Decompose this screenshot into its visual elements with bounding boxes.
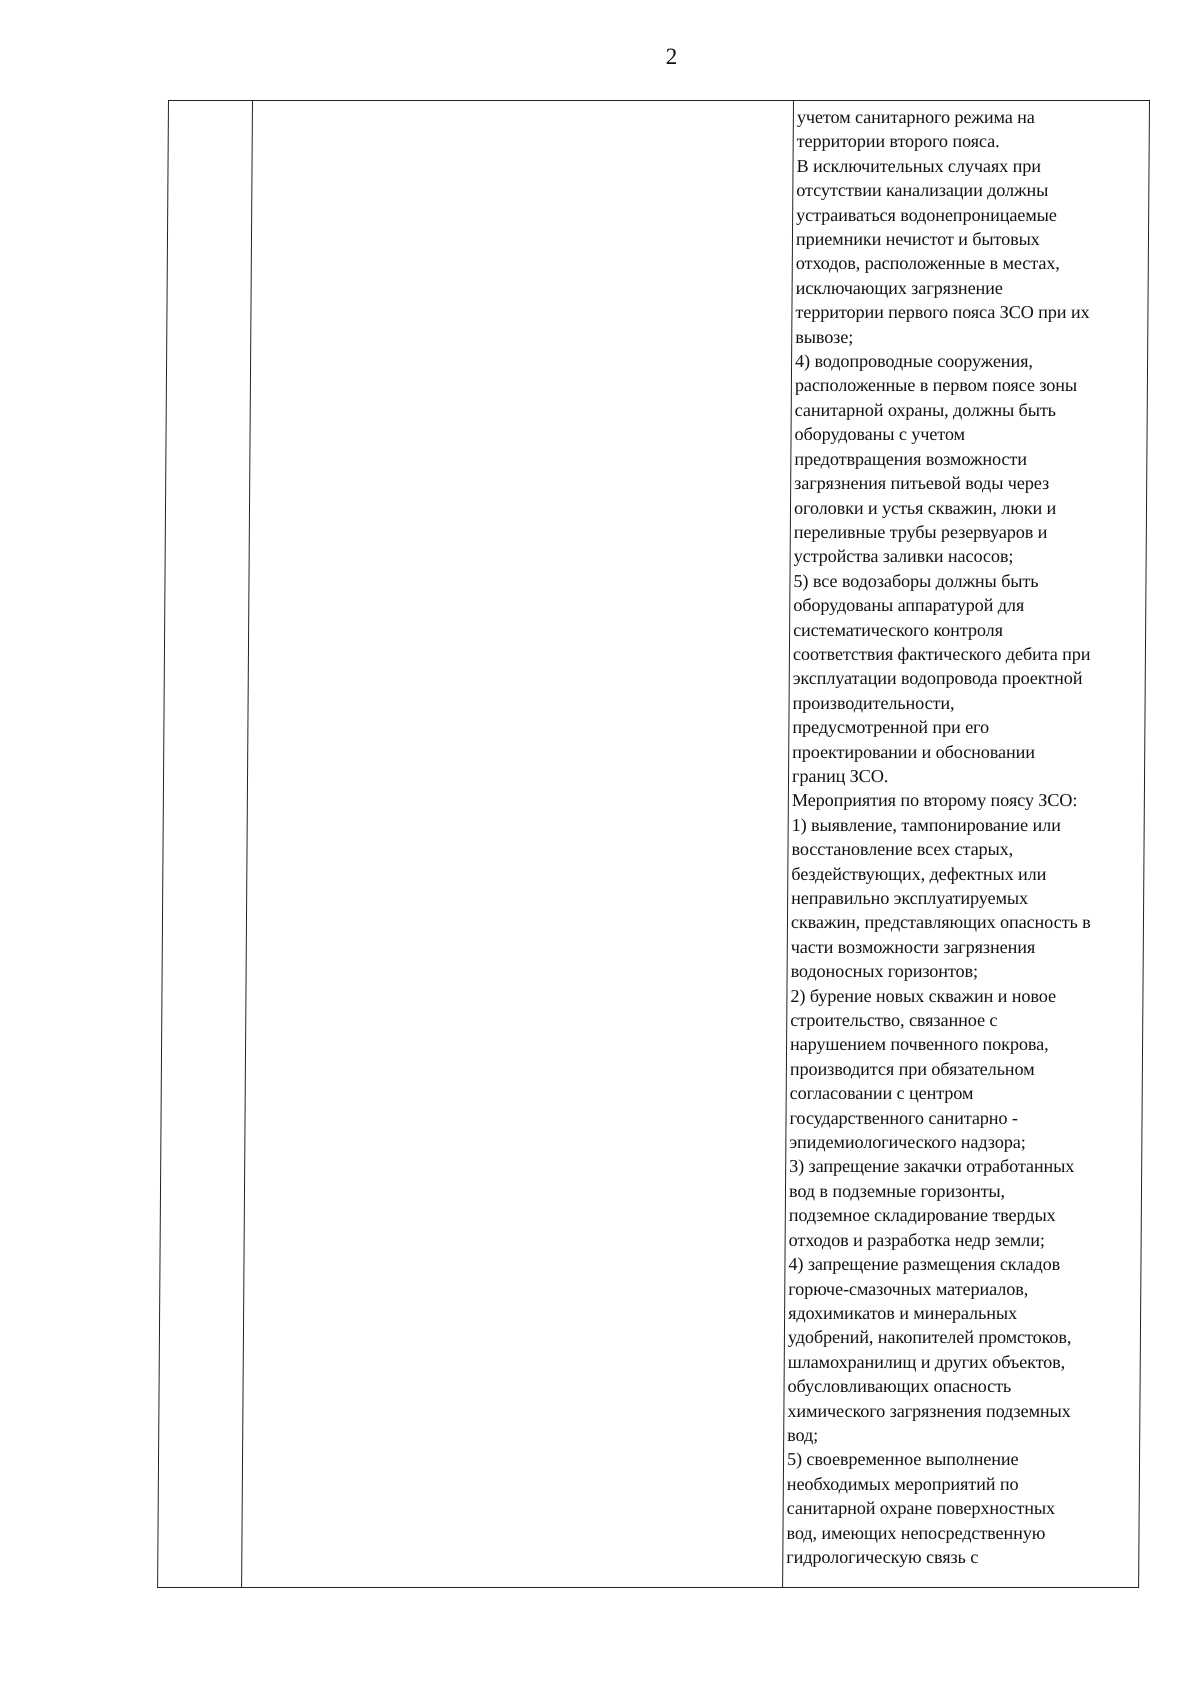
text-line: 1) выявление, тампонирование или (791, 814, 1061, 835)
page-number: 2 (665, 44, 678, 69)
text-line: вод; (787, 1424, 819, 1445)
text-line: отходов и разработка недр земли; (788, 1229, 1045, 1250)
text-line: устраиваться водонепроницаемые (796, 204, 1057, 225)
text-line: подземное складирование твердых (788, 1205, 1056, 1226)
text-line: водоносных горизонтов; (790, 961, 979, 982)
text-line: строительство, связанное с (790, 1010, 998, 1031)
text-line: эксплуатации водопровода проектной (792, 668, 1083, 689)
text-line: отходов, расположенные в местах, (795, 253, 1060, 274)
text-line: 3) запрещение закачки отработанных (789, 1156, 1075, 1177)
text-line: государственного санитарно - (789, 1107, 1018, 1128)
text-line: систематического контроля (793, 619, 1003, 640)
text-line: оборудованы аппаратурой для (793, 595, 1025, 616)
column-divider-1 (241, 101, 253, 1587)
text-line: 2) бурение новых скважин и новое (790, 985, 1057, 1006)
text-line: вывозе; (795, 326, 854, 347)
text-line: 5) своевременное выполнение (786, 1449, 1019, 1470)
text-line: территории первого пояса ЗСО при их (795, 302, 1090, 323)
text-line: вод, имеющих непосредственную (786, 1522, 1046, 1543)
text-line: вод в подземные горизонты, (788, 1180, 1006, 1201)
text-line: нарушением почвенного покрова, (790, 1034, 1049, 1055)
text-line: 4) запрещение размещения складов (788, 1254, 1061, 1275)
text-line: производится при обязательном (789, 1058, 1035, 1079)
text-line: 5) все водозаборы должны быть (793, 570, 1039, 591)
document-table (157, 100, 1150, 1588)
text-line: шламохранилищ и других объектов, (787, 1351, 1066, 1372)
text-line: границ ЗСО. (791, 765, 889, 786)
text-line: устройства заливки насосов; (793, 546, 1014, 567)
text-line: предусмотренной при его (792, 717, 990, 738)
text-line: отсутствии канализации должны (796, 180, 1049, 201)
text-line: части возможности загрязнения (790, 936, 1036, 957)
text-line: необходимых мероприятий по (786, 1473, 1019, 1494)
text-line: расположенные в первом поясе зоны (794, 375, 1078, 396)
text-line: проектировании и обосновании (792, 741, 1036, 762)
text-line: восстановление всех старых, (791, 839, 1014, 860)
text-line: оборудованы с учетом (794, 424, 966, 445)
text-line: химического загрязнения подземных (787, 1400, 1071, 1421)
text-line: оголовки и устья скважин, люки и (793, 497, 1057, 518)
text-line: предотвращения возможности (794, 448, 1028, 469)
text-line: санитарной охраны, должны быть (794, 399, 1057, 420)
text-line: территории второго пояса. (796, 131, 1000, 152)
text-line: загрязнения питьевой воды через (794, 473, 1050, 494)
text-line: обусловливающих опасность (787, 1376, 1012, 1397)
text-line: горюче-смазочных материалов, (788, 1278, 1029, 1299)
text-line: неправильно эксплуатируемых (791, 888, 1029, 908)
text-line: согласовании с центром (789, 1083, 974, 1104)
text-line: ядохимикатов и минеральных (788, 1302, 1018, 1323)
text-line: переливные трубы резервуаров и (793, 521, 1048, 542)
text-line: В исключительных случаях при (796, 155, 1041, 176)
text-line: гидрологическую связь с (786, 1546, 979, 1567)
text-line: скважин, представляющих опасность в (790, 912, 1091, 933)
text-line: соответствия фактического дебита при (792, 643, 1091, 664)
table-cell-requirements (786, 105, 1149, 1569)
text-line: 4) водопроводные сооружения, (795, 351, 1033, 372)
text-line: производительности, (792, 692, 955, 713)
text-line: приемники нечистот и бытовых (795, 229, 1040, 250)
text-line: исключающих загрязнение (795, 277, 1003, 298)
text-line: санитарной охране поверхностных (786, 1498, 1056, 1519)
text-line: удобрений, накопителей промстоков, (787, 1327, 1072, 1348)
text-line: Мероприятия по второму поясу ЗСО: (791, 790, 1078, 811)
text-line: бездействующих, дефектных или (791, 863, 1047, 884)
text-line: эпидемиологического надзора; (789, 1132, 1026, 1153)
text-line: учетом санитарного режима на (796, 107, 1035, 127)
